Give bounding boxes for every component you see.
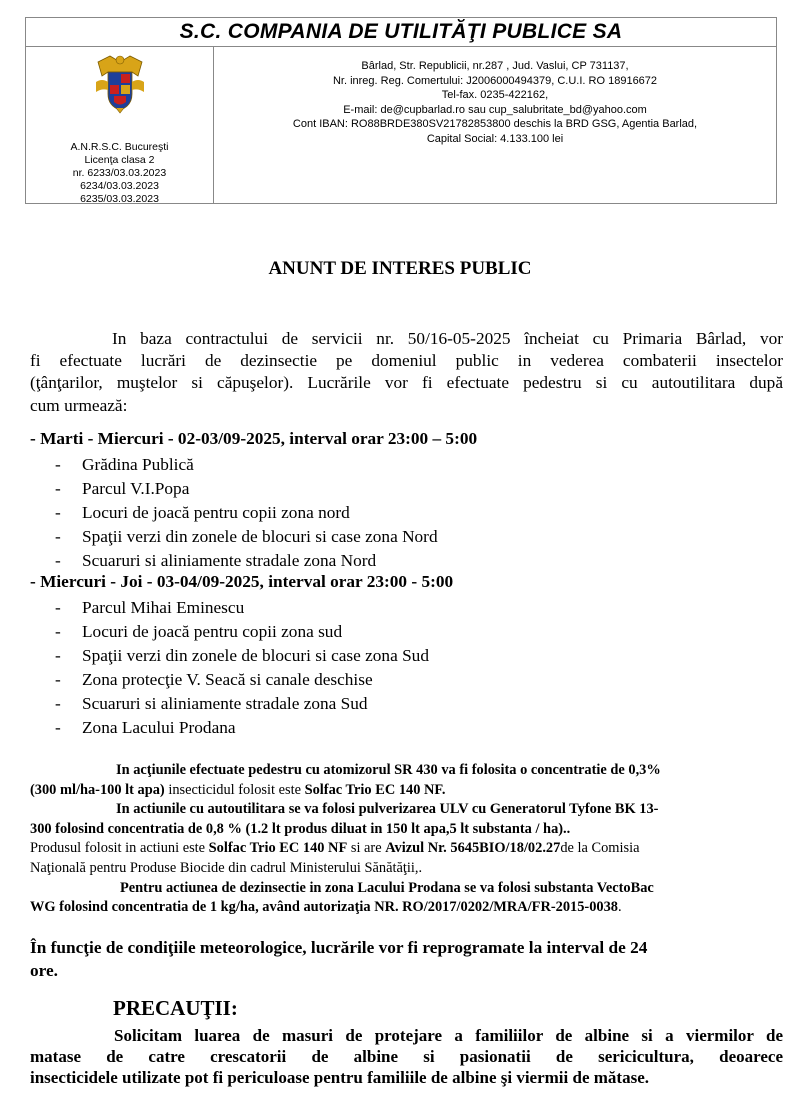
schedule-1-heading: - Marti - Miercuri - 02-03/09-2025, interval orar 23:00 – 5:00 (30, 429, 478, 448)
licence-info (26, 141, 213, 206)
coat-of-arms-icon (92, 52, 148, 114)
product-name: Solfac Trio EC 140 NF. (304, 781, 446, 798)
detail-line (30, 781, 780, 801)
licence-line: 6235/03.03.2023 (80, 193, 159, 205)
detail-line: Pentru actiunea de dezinsectie in zona Lacului Prodana se va folosi substanta VectoBac (120, 879, 654, 896)
weather-line: ore. (30, 961, 58, 980)
licence-line: nr. 6233/03.03.2023 (72, 167, 167, 179)
detail-text: Produsul folosit in actiuni este (30, 840, 209, 857)
intro-paragraph (30, 328, 783, 417)
treatment-details (30, 761, 780, 918)
intro-line: (ţânţarilor, muştelor si căpuşelor). Lucrările vor fi efectuate pedestru si cu autoutilitara după (30, 373, 783, 393)
list-item: - Scuaruri si aliniamente stradale zona Sud (55, 692, 429, 716)
list-item: - Spaţii verzi din zonele de blocuri si case zona Nord (55, 525, 438, 549)
list-item: - Locuri de joacă pentru copii zona nord (55, 501, 438, 525)
detail-line: 300 folosind concentratia de 0,8 % (1.2 lt produs diluat in 150 lt apa,5 lt substanta / ha).. (30, 820, 571, 837)
list-item: - Parcul V.I.Popa (55, 477, 438, 501)
detail-text: insecticidul folosit este (164, 781, 305, 798)
letterhead-left-cell (26, 46, 214, 203)
list-item: - Spaţii verzi din zonele de blocuri si case zona Sud (55, 644, 429, 668)
detail-text: de la Comisia (560, 840, 640, 857)
intro-line: fi efectuate lucrări de dezinsectie pe domeniul public in vederea combaterii insectelor (30, 351, 783, 371)
contact-iban: Cont IBAN: RO88BRDE380SV21782853800 deschis la BRD GSG, Agentia Barlad, (292, 118, 698, 130)
intro-line: cum urmează: (30, 395, 128, 415)
precaution-line: matase de catre crescatorii de albine si pasionatii de sericicultura, deoarece (30, 1047, 783, 1066)
company-name: S.C. COMPANIA DE UTILITĂŢI PUBLICE SA (26, 18, 776, 47)
detail-text: WG folosind concentratia de 1 kg/ha, având autorizaţia NR. RO/2017/0202/MRA/FR-2015-0038 (30, 899, 619, 916)
contact-registration: Nr. inreg. Reg. Comertului: J2006000494379, C.U.I. RO 18916672 (332, 74, 658, 87)
weather-notice (30, 936, 770, 982)
contact-address: Bârlad, Str. Republicii, nr.287 , Jud. Vaslui, CP 731137, (361, 60, 629, 72)
precautions-heading: PRECAUŢII: (113, 996, 238, 1020)
detail-line: Naţională pentru Produse Biocide din cadrul Ministerului Sănătăţii,. (30, 859, 423, 876)
precaution-line: insecticidele utilizate pot fi periculoase pentru familiile de albine şi viermii de mătase. (30, 1068, 649, 1087)
detail-text: si are (347, 840, 386, 857)
licence-line: 6234/03.03.2023 (80, 180, 159, 192)
detail-text: . (618, 899, 622, 916)
dosage-text: (300 ml/ha-100 lt apa) (30, 781, 165, 798)
contact-info (214, 46, 776, 203)
product-name: Solfac Trio EC 140 NF (208, 840, 348, 857)
contact-capital: Capital Social: 4.133.100 lei (426, 132, 564, 145)
list-item: - Grădina Publică (55, 453, 438, 477)
precautions-text (30, 1025, 783, 1088)
licence-line: Licenţa clasa 2 (84, 154, 155, 166)
detail-line: In acţiunile efectuate pedestru cu atomizorul SR 430 va fi folosita o concentratie de 0,3% (116, 762, 661, 778)
precaution-line: Solicitam luarea de masuri de protejare a familiilor de albine si a viermilor de (114, 1026, 783, 1045)
schedule-1-list (55, 453, 438, 573)
detail-line: In actiunile cu autoutilitara se va folosi pulverizarea ULV cu Generatorul Tyfone BK 13- (116, 801, 659, 818)
weather-line: În funcţie de condiţiile meteorologice, lucrările vor fi reprogramate la interval de 24 (30, 938, 648, 957)
approval-number: Avizul Nr. 5645BIO/18/02.27 (385, 840, 561, 857)
detail-line (30, 839, 780, 859)
list-item: - Zona protecţie V. Seacă si canale deschise (55, 668, 429, 692)
intro-line: In baza contractului de servicii nr. 50/16-05-2025 încheiat cu Primaria Bârlad, vor (112, 329, 783, 348)
schedule-2-heading: - Miercuri - Joi - 03-04/09-2025, interval orar 23:00 - 5:00 (30, 572, 454, 591)
contact-email: E-mail: de@cupbarlad.ro sau cup_salubritate_bd@yahoo.com (343, 103, 647, 116)
page-title: ANUNT DE INTERES PUBLIC (268, 258, 532, 279)
list-item: - Parcul Mihai Eminescu (55, 596, 429, 620)
schedule-2-list (55, 596, 429, 740)
letterhead (25, 17, 777, 204)
detail-line (30, 898, 780, 918)
list-item: - Zona Lacului Prodana (55, 716, 429, 740)
list-item: - Scuaruri si aliniamente stradale zona Nord (55, 549, 438, 573)
licence-line: A.N.R.S.C. Bucureşti (70, 141, 169, 153)
list-item: - Locuri de joacă pentru copii zona sud (55, 620, 429, 644)
contact-phone: Tel-fax. 0235-422162, (441, 89, 549, 101)
